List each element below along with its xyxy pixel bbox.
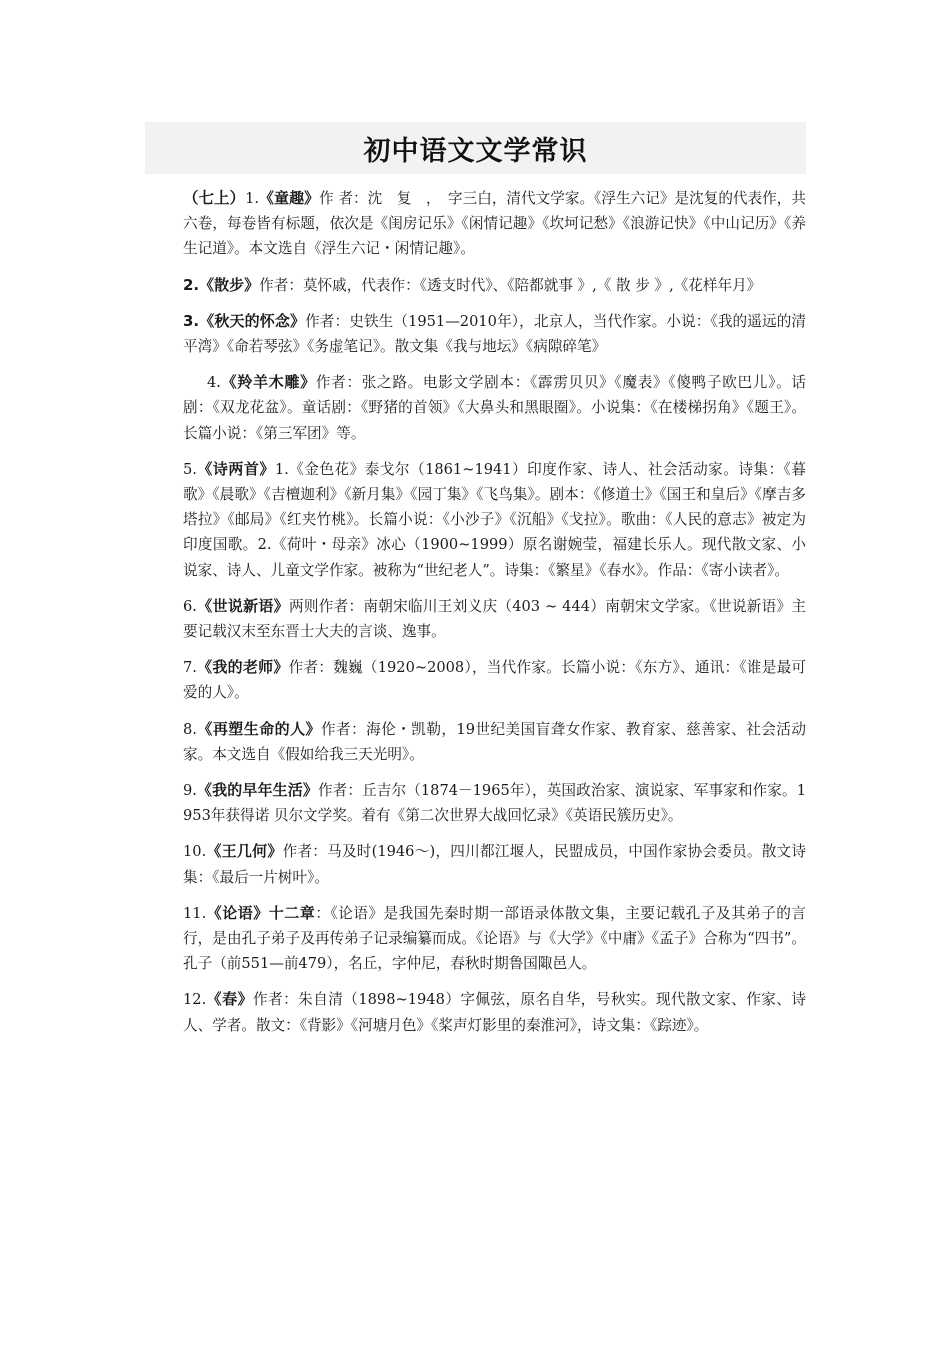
entry-4 xyxy=(183,370,806,446)
entry-number: 4. xyxy=(207,374,221,392)
entry-text: 作者：马及时(1946～)，四川都江堰人，民盟成员，中国作家协会委员。散文诗集：《最后一片树叶》。 xyxy=(183,843,806,886)
entry-7 xyxy=(183,655,806,705)
entry-12 xyxy=(183,987,806,1037)
entry-3 xyxy=(183,309,806,359)
entry-text: 作者：朱自清（1898~1948）字佩弦，原名自华，号秋实。现代散文家、作家、诗人、学者。散文：《背影》《河塘月色》《桨声灯影里的秦淮河》，诗文集：《踪迹》。 xyxy=(183,991,806,1034)
entry-number: 10. xyxy=(183,843,207,861)
page-title: 初中语文文学常识 xyxy=(363,135,588,167)
entry-number: 8. xyxy=(183,720,197,738)
title-bar xyxy=(145,122,806,174)
entry-text: 作 者：沈 复 ， 字三白，清代文学家。《浮生六记》是沈复的代表作，共六卷，每卷皆有标题，依次是《闺房记乐》《闲情记趣》《坎坷记愁》《浪游记快》《中山记历》《养生记道》。本文选自《浮生六记・闲情记趣》。 xyxy=(183,190,806,258)
entry-grade: （七上） xyxy=(183,189,246,207)
entry-5 xyxy=(183,457,806,583)
entry-11 xyxy=(183,901,806,977)
entry-work-title: 《春》 xyxy=(206,990,254,1009)
entry-number: 2. xyxy=(183,275,200,294)
entry-10 xyxy=(183,839,806,889)
entry-work-title: 《论语》十二章 xyxy=(206,903,316,922)
entry-work-title: 《世说新语》 xyxy=(196,596,289,615)
entry-number: 6. xyxy=(183,597,197,615)
entry-number: 5. xyxy=(183,460,197,478)
entry-work-title: 《王几何》 xyxy=(206,842,283,861)
entry-text: 作者：莫怀戚，代表作：《透支时代》、《陪都就事 》,《 散 步 》,《花样年月》 xyxy=(259,276,762,294)
entry-work-title: 《童趣》 xyxy=(259,189,320,207)
entry-number: 7. xyxy=(183,659,197,677)
entry-number: 1. xyxy=(245,190,260,207)
entry-text: 作者：魏巍（1920~2008），当代作家。长篇小说：《东方》、通讯：《谁是最可爱的人》。 xyxy=(183,659,806,702)
document-page xyxy=(145,122,806,1049)
entry-work-title: 《散步》 xyxy=(199,275,260,294)
entry-work-title: 《秋天的怀念》 xyxy=(199,311,306,330)
entry-6 xyxy=(183,594,806,644)
entry-text: 作者：张之路。电影文学剧本：《霹雳贝贝》《魔表》《傻鸭子欧巴儿》。话剧：《双龙花盆》。童话剧：《野猪的首领》《大鼻头和黑眼圈》。小说集：《在楼梯拐角》《题王》。长篇小说：《第三军团》等。 xyxy=(183,374,806,442)
entry-work-title: 《我的早年生活》 xyxy=(196,781,318,800)
entry-number: 11. xyxy=(183,904,207,922)
entry-text: 1.《金色花》泰戈尔（1861~1941）印度作家、诗人、社会活动家。诗集：《暮歌》《晨歌》《吉檀迦利》《新月集》《园丁集》《飞鸟集》。剧本：《修道士》《国王和皇后》《摩吉多塔拉》《邮局》《红夹竹桃》。长篇小说：《小沙子》《沉船》《戈拉》。歌曲：《人民的意志》被定为印度国歌。2.《荷叶・母亲》冰心（1900~1999）原名谢婉莹，福建长乐人。现代散文家、小说家、诗人、儿童文学作家。被称为“世纪老人”。诗集：《繁星》《春水》。作品：《寄小读者》。 xyxy=(183,460,806,579)
entry-2 xyxy=(183,273,806,298)
entry-9 xyxy=(183,778,806,828)
entry-text: 两则作者：南朝宋临川王刘义庆（403 ~ 444）南朝宋文学家。《世说新语》主要记载汉末至东晋士大夫的言谈、逸事。 xyxy=(183,597,806,641)
entry-1 xyxy=(183,186,806,262)
entry-text: ：《论语》是我国先秦时期一部语录体散文集，主要记载孔子及其弟子的言行，是由孔子弟子及再传弟子记录编纂而成。《论语》与《大学》《中庸》《孟子》合称为“四书”。孔子（前551—前479），名丘，字仲尼，春秋时期鲁国陬邑人。 xyxy=(183,904,806,973)
entry-8 xyxy=(183,717,806,767)
entry-text: 作者：史铁生（1951—2010年），北京人，当代作家。小说：《我的遥远的清平湾》《命若琴弦》《务虚笔记》。散文集《我与地坛》《病隙碎笔》 xyxy=(183,312,806,356)
entry-number: 9. xyxy=(183,782,197,800)
entry-number: 12. xyxy=(183,991,207,1009)
entry-work-title: 《羚羊木雕》 xyxy=(220,373,316,392)
entry-work-title: 《再塑生命的人》 xyxy=(196,719,322,738)
entry-text: 作者：丘吉尔（1874－1965年），英国政治家、演说家、军事家和作家。1953年获得诺 贝尔文学奖。着有《第二次世界大战回忆录》《英语民簇历史》。 xyxy=(183,782,806,825)
entry-list xyxy=(145,186,806,1038)
entry-work-title: 《诗两首》 xyxy=(196,459,275,478)
entry-text: 作者：海伦・凯勒，19世纪美国盲聋女作家、教育家、慈善家、社会活动家。本文选自《假如给我三天光明》。 xyxy=(183,720,806,763)
entry-number: 3. xyxy=(183,311,200,330)
entry-work-title: 《我的老师》 xyxy=(196,658,289,677)
